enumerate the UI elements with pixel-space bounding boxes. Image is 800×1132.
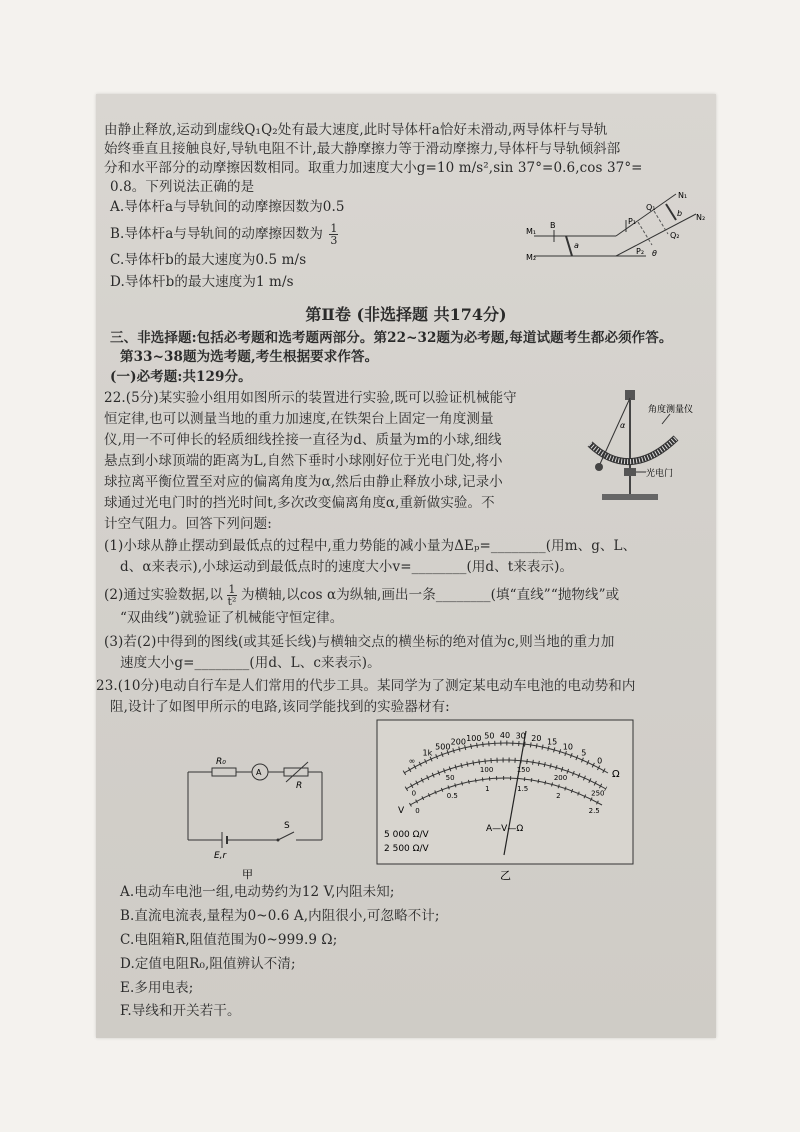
q22-part-2-rest: 为横轴,以cos α为纵轴,画出一条________(填“直线”“抛物线”或	[240, 587, 620, 603]
ohm_scale-label: 15	[547, 737, 558, 747]
photogate-device	[624, 468, 636, 476]
q22-line-4: 悬点到小球顶端的距离为L,自然下垂时小球刚好位于光电门处,将小	[104, 453, 503, 469]
dc_scale-label: 50	[445, 773, 455, 782]
fraction-den: 3	[330, 234, 338, 247]
label-angle-meter: 角度测量仪	[648, 405, 694, 415]
label-m2: M₂	[526, 253, 537, 262]
fraction-one-third	[329, 223, 338, 246]
label-r0: R₀	[216, 757, 226, 767]
ohm_scale-label: 20	[531, 733, 542, 743]
material-f: F.导线和开关若干。	[120, 1003, 241, 1019]
rheostat-arrow	[286, 762, 308, 782]
label-emf: E,r	[214, 851, 227, 861]
ohm_scale-label: 5	[581, 748, 587, 758]
label-p1: P₁	[628, 217, 637, 226]
ac_scale-label: 1.5	[517, 784, 529, 793]
ac_scale-label: 2	[556, 792, 561, 801]
top-text-line-1: 由静止释放,运动到虚线Q₁Q₂处有最大速度,此时导体杆a恰好未滑动,两导体杆与导轨	[104, 122, 608, 138]
dc_scale-label: 250	[591, 789, 605, 798]
q22-line-2: 恒定律,也可以测量当地的重力加速度,在铁架台上固定一角度测量	[104, 411, 494, 427]
ohm_scale-label: 100	[466, 733, 482, 743]
q22-line-6: 球通过光电门时的挡光时间t,多次改变偏离角度α,重新做实验。不	[104, 495, 495, 511]
option-a: A.导体杆a与导轨间的动摩擦因数为0.5	[110, 199, 345, 215]
material-c: C.电阻箱R,阻值范围为0~999.9 Ω;	[120, 932, 338, 948]
material-e: E.多用电表;	[120, 980, 194, 996]
label-switch: S	[284, 821, 290, 831]
q23-line-1: 23.(10分)电动自行车是人们常用的代步工具。某同学为了测定某电动车电池的电动势和内	[96, 678, 636, 694]
dc_scale-label: 0	[411, 789, 417, 798]
fraction-t-den: t²	[227, 595, 237, 608]
string	[600, 398, 630, 464]
ohm_scale-label: 10	[562, 742, 573, 752]
rheostat-r	[284, 768, 308, 776]
label-rod-a: a	[574, 241, 579, 250]
ball	[595, 463, 603, 471]
q22-line-5: 球拉离平衡位置至对应的偏离角度为α,然后由静止释放小球,记录小	[104, 474, 503, 490]
ac_scale-label: 0.5	[446, 792, 458, 801]
rod-a	[566, 236, 572, 256]
label-q1: Q₁	[646, 203, 656, 212]
ohm_scale-label: 1k	[422, 748, 433, 758]
label-omega: Ω	[612, 769, 620, 780]
q22-part-2a	[104, 584, 619, 607]
label-sens-2: 2 500 Ω/V	[384, 844, 429, 854]
label-sens-1: 5 000 Ω/V	[384, 830, 429, 840]
label-m1: M₁	[526, 227, 537, 236]
q22-part-3b: 速度大小g=________(用d、L、c来表示)。	[120, 655, 381, 671]
resistor-r0	[212, 768, 236, 776]
required-heading: (一)必考题:共129分。	[110, 369, 252, 385]
label-r: R	[296, 781, 303, 791]
part3-line-1: 三、非选择题:包括必考题和选考题两部分。第22~32题为必考题,每道试题考生都必须作答。	[110, 330, 673, 346]
stand-base	[602, 494, 658, 500]
top-text-line-3: 分和水平部分的动摩擦因数相同。取重力加速度大小g=10 m/s²,sin 37°=0.6,cos 37°=	[104, 160, 643, 176]
circuit-figure	[180, 754, 330, 882]
q22-line-3: 仪,用一不可伸长的轻质细线拴接一直径为d、质量为m的小球,细线	[104, 432, 502, 448]
ohm_scale-label: 30	[515, 731, 526, 741]
material-d: D.定值电阻R₀,阻值辨认不清;	[120, 956, 296, 972]
top-text-line-2: 始终垂直且接触良好,导轨电阻不计,最大静摩擦力等于滑动摩擦力,导体杆与导轨倾斜部	[104, 141, 621, 157]
ac_scale-label: 2.5	[588, 806, 600, 815]
option-b-text: B.导体杆a与导轨间的动摩擦因数为	[110, 226, 323, 242]
switch-pivot	[277, 839, 280, 842]
fraction-t-num: 1	[228, 583, 236, 596]
meter-caption: 乙	[500, 869, 511, 882]
material-a: A.电动车电池一组,电动势约为12 V,内阻未知;	[120, 884, 395, 900]
label-p2: P₂	[636, 247, 645, 256]
ohm_scale-label: 0	[597, 756, 603, 766]
dc_scale-label: 100	[479, 766, 494, 774]
q22-part-2b: “双曲线”)就验证了机械能守恒定律。	[120, 610, 344, 626]
ohm_scale-label: 40	[499, 731, 511, 740]
option-d: D.导体杆b的最大速度为1 m/s	[110, 274, 294, 290]
label-n2: N₂	[696, 213, 706, 222]
part3-line-2: 第33~38题为选考题,考生根据要求作答。	[120, 349, 379, 365]
ac_scale-label: 1	[485, 784, 490, 793]
rails-figure	[526, 190, 706, 266]
option-b	[110, 223, 338, 246]
dc_scale-label: 150	[516, 766, 531, 774]
q22-part-2-lead: (2)通过实验数据,以	[104, 587, 224, 603]
line-p1p2	[638, 222, 652, 245]
q22-line-7: 计空气阻力。回答下列问题:	[104, 516, 272, 532]
fraction-one-over-t2	[227, 584, 236, 607]
q22-part-1b: d、α来表示),小球运动到最低点时的速度大小v=________(用d、t来表示)。	[120, 559, 574, 575]
q22-part-1a: (1)小球从静止摆动到最低点的过程中,重力势能的减小量为ΔEₚ=________(用m、g、L、	[104, 538, 637, 554]
label-alpha: α	[620, 421, 626, 430]
q23-line-2: 阻,设计了如图甲所示的电路,该同学能找到的实验器材有:	[110, 699, 450, 715]
ohm_scale-label: 200	[450, 737, 466, 747]
switch-blade	[278, 832, 294, 840]
exam-sheet	[96, 94, 716, 1038]
top-text-line-4: 0.8。下列说法正确的是	[110, 179, 255, 195]
label-ammeter: A	[256, 768, 262, 777]
q22-line-1: 22.(5分)某实验小组用如图所示的装置进行实验,既可以验证机械能守	[104, 390, 517, 406]
multimeter-dial-figure	[376, 719, 634, 883]
dc_scale-label: 200	[553, 773, 568, 782]
meter-pointer	[662, 414, 670, 424]
pendulum-figure	[584, 384, 714, 510]
label-v: V	[398, 806, 405, 816]
q22-part-3a: (3)若(2)中得到的图线(或其延长线)与横轴交点的横坐标的绝对值为c,则当地的重力加	[104, 634, 615, 650]
label-rod-b: b	[677, 209, 683, 218]
circuit-caption: 甲	[242, 868, 253, 881]
option-c: C.导体杆b的最大速度为0.5 m/s	[110, 252, 307, 268]
label-photogate: 光电门	[646, 469, 674, 479]
ac_scale-label: 0	[415, 806, 420, 815]
ohm_scale-label: ∞	[408, 756, 416, 766]
section-title: 第Ⅱ卷 (非选择题 共174分)	[305, 305, 507, 324]
ohm_scale-label: 500	[435, 742, 451, 752]
label-mode: A—V—Ω	[486, 824, 524, 834]
fraction-num: 1	[330, 222, 338, 235]
line-q1q2	[654, 211, 668, 234]
label-b-field: B	[550, 221, 556, 230]
ohm_scale-label: 50	[484, 731, 495, 741]
material-b: B.直流电流表,量程为0~0.6 A,内阻很小,可忽略不计;	[120, 908, 440, 924]
label-n1: N₁	[678, 191, 688, 200]
label-theta: θ	[652, 249, 657, 258]
rod-b	[666, 204, 676, 220]
label-q2: Q₂	[670, 231, 680, 240]
